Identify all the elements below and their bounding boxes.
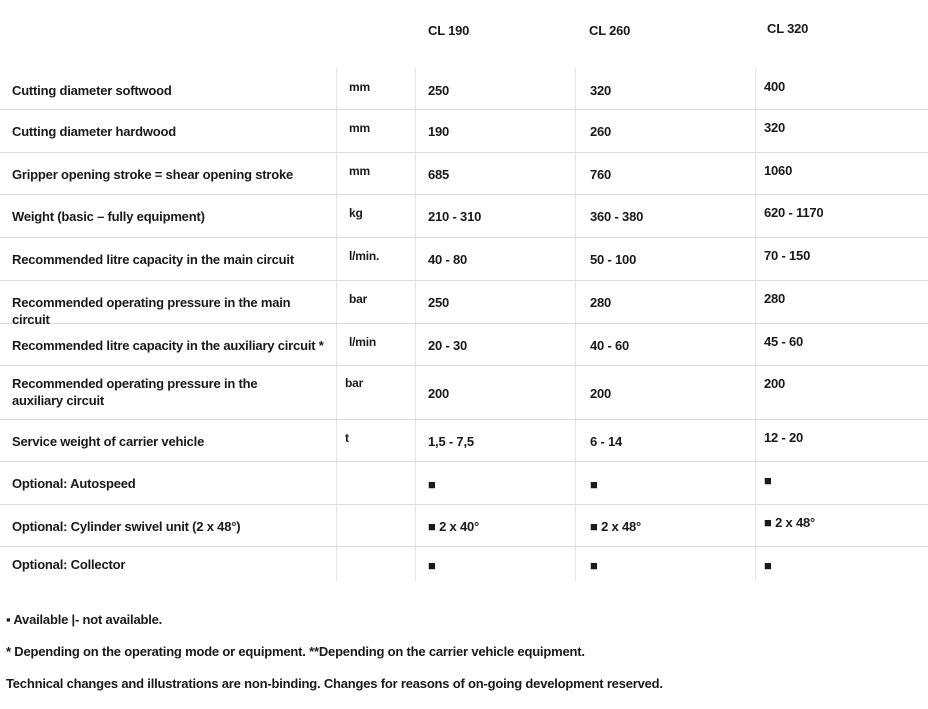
row-unit: l/min. (336, 238, 415, 280)
value-cl320: 70 - 150 (755, 238, 928, 280)
row-unit: bar (336, 366, 415, 419)
value-cl260: ■ 2 x 48° (575, 505, 755, 546)
value-cl190: ■ (415, 547, 575, 581)
model-header-cl190: CL 190 (428, 23, 470, 38)
value-cl260: ■ (575, 462, 755, 504)
row-unit: mm (336, 68, 415, 109)
row-label: Optional: Collector (12, 557, 126, 572)
row-label: Weight (basic – fully equipment) (12, 209, 205, 224)
availability-legend: ▪ Available |- not available. (6, 612, 163, 627)
row-unit: mm (336, 153, 415, 194)
value-cl320: 12 - 20 (755, 420, 928, 461)
table-row (0, 505, 928, 547)
row-label: Optional: Cylinder swivel unit (2 x 48°) (12, 519, 241, 534)
value-cl190: 250 (415, 281, 575, 323)
value-cl190: 250 (415, 68, 575, 109)
table-row (0, 366, 928, 420)
value-cl260: 6 - 14 (575, 420, 755, 461)
value-cl320: 200 (755, 366, 928, 419)
value-cl260: ■ (575, 547, 755, 581)
spec-table (0, 68, 928, 581)
value-cl260: 40 - 60 (575, 324, 755, 365)
value-cl260: 260 (575, 110, 755, 152)
row-label: Recommended litre capacity in the auxiliary circuit * (12, 338, 324, 353)
row-unit (336, 462, 415, 504)
row-unit: kg (336, 195, 415, 237)
value-cl190: 20 - 30 (415, 324, 575, 365)
row-label: Recommended litre capacity in the main circuit (12, 252, 294, 267)
value-cl320: ■ (755, 547, 928, 581)
value-cl260: 50 - 100 (575, 238, 755, 280)
value-cl260: 320 (575, 68, 755, 109)
table-row (0, 195, 928, 238)
row-unit: bar (336, 281, 415, 323)
table-row (0, 68, 928, 110)
value-cl260: 760 (575, 153, 755, 194)
value-cl260: 280 (575, 281, 755, 323)
model-header-cl320: CL 320 (767, 21, 809, 36)
value-cl320: 280 (755, 281, 928, 323)
table-row (0, 153, 928, 195)
row-unit: t (336, 420, 415, 461)
table-row (0, 238, 928, 281)
row-unit: l/min (336, 324, 415, 365)
row-label: Gripper opening stroke = shear opening stroke (12, 167, 294, 182)
row-unit (336, 547, 415, 581)
value-cl320: 400 (755, 68, 928, 109)
row-label: Recommended operating pressure in the auxiliary circuit (12, 376, 258, 408)
value-cl320: ■ 2 x 48° (755, 505, 928, 546)
table-row (0, 462, 928, 505)
value-cl260: 200 (575, 366, 755, 419)
row-label: Service weight of carrier vehicle (12, 434, 205, 449)
table-row (0, 110, 928, 153)
value-cl320: 620 - 1170 (755, 195, 928, 237)
value-cl190: 685 (415, 153, 575, 194)
row-label: Optional: Autospeed (12, 476, 136, 491)
value-cl190: 190 (415, 110, 575, 152)
value-cl320: ■ (755, 462, 928, 504)
disclaimer-note: Technical changes and illustrations are non-binding. Changes for reasons of on-going development reserved. (6, 676, 663, 691)
model-header-cl260: CL 260 (589, 23, 631, 38)
value-cl190: 200 (415, 366, 575, 419)
value-cl320: 1060 (755, 153, 928, 194)
row-label: Recommended operating pressure in the main circuit (12, 295, 291, 327)
row-unit: mm (336, 110, 415, 152)
row-label: Cutting diameter hardwood (12, 124, 177, 139)
value-cl190: 40 - 80 (415, 238, 575, 280)
table-row (0, 547, 928, 581)
value-cl320: 45 - 60 (755, 324, 928, 365)
table-row (0, 420, 928, 462)
operating-mode-note: * Depending on the operating mode or equipment. **Depending on the carrier vehicle equipment. (6, 644, 585, 659)
row-unit (336, 505, 415, 546)
value-cl260: 360 - 380 (575, 195, 755, 237)
value-cl190: 1,5 - 7,5 (415, 420, 575, 461)
value-cl190: 210 - 310 (415, 195, 575, 237)
value-cl190: ■ 2 x 40° (415, 505, 575, 546)
value-cl190: ■ (415, 462, 575, 504)
table-row (0, 281, 928, 327)
row-label: Cutting diameter softwood (12, 83, 172, 98)
table-row (0, 324, 928, 366)
table-header (0, 0, 928, 68)
value-cl320: 320 (755, 110, 928, 152)
